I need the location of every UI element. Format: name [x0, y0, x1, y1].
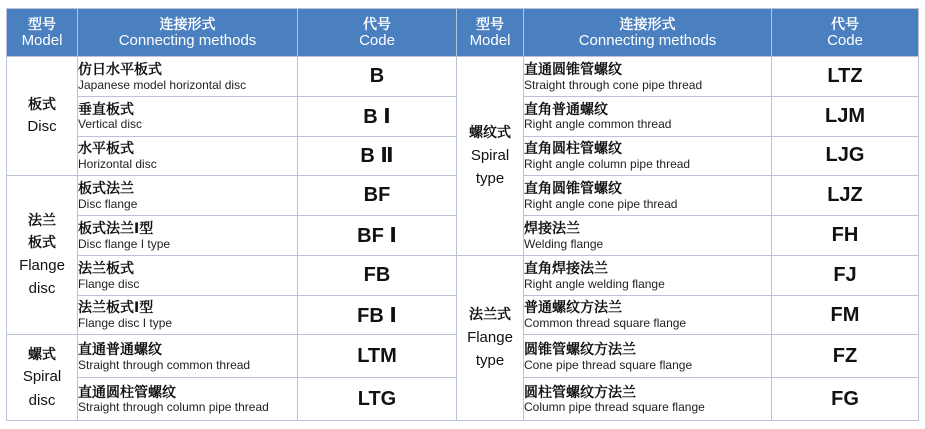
code-cell: LJZ: [772, 176, 919, 216]
method-cell: 焊接法兰 Welding flange: [524, 216, 772, 256]
code-cell: FH: [772, 216, 919, 256]
code-cell: LTM: [298, 335, 457, 378]
method-cell: 普通螺纹方法兰 Common thread square flange: [524, 295, 772, 335]
method-cell: 直角圆柱管螺纹 Right angle column pipe thread: [524, 136, 772, 176]
code-cell: B Ⅱ: [298, 136, 457, 176]
code-cell: LJM: [772, 96, 919, 136]
method-cell: 直角普通螺纹 Right angle common thread: [524, 96, 772, 136]
code-cell: BF: [298, 176, 457, 216]
table-row: [7, 57, 919, 97]
method-cell: 垂直板式 Vertical disc: [78, 96, 298, 136]
model-group-spiral-disc: 螺式 Spiral disc: [7, 335, 78, 421]
code-cell: BF Ⅰ: [298, 216, 457, 256]
method-cell: 法兰板式 Flange disc: [78, 255, 298, 295]
method-cell: 水平板式 Horizontal disc: [78, 136, 298, 176]
method-cell: 圆锥管螺纹方法兰 Cone pipe thread square flange: [524, 335, 772, 378]
header-method-left: 连接形式 Connecting methods: [78, 9, 298, 57]
header-model-left: 型号 Model: [7, 9, 78, 57]
code-cell: B: [298, 57, 457, 97]
table-row: [7, 255, 919, 295]
code-cell: FB Ⅰ: [298, 295, 457, 335]
method-cell: 直通普通螺纹 Straight through common thread: [78, 335, 298, 378]
code-cell: LJG: [772, 136, 919, 176]
method-cell: 板式法兰 Disc flange: [78, 176, 298, 216]
method-cell: 直角焊接法兰 Right angle welding flange: [524, 255, 772, 295]
model-group-flange-type: 法兰式 Flange type: [457, 255, 524, 420]
code-cell: FJ: [772, 255, 919, 295]
header-code-right: 代号 Code: [772, 9, 919, 57]
model-group-flange-disc: 法兰 板式 Flange disc: [7, 176, 78, 335]
method-cell: 圆柱管螺纹方法兰 Column pipe thread square flange: [524, 378, 772, 421]
code-cell: B Ⅰ: [298, 96, 457, 136]
model-group-spiral-type: 螺纹式 Spiral type: [457, 57, 524, 256]
header-code-left: 代号 Code: [298, 9, 457, 57]
code-cell: FB: [298, 255, 457, 295]
connection-spec-table: [6, 8, 919, 421]
model-group-disc: 板式 Disc: [7, 57, 78, 176]
method-cell: 法兰板式Ⅰ型 Flange disc I type: [78, 295, 298, 335]
method-cell: 直角圆锥管螺纹 Right angle cone pipe thread: [524, 176, 772, 216]
method-cell: 直通圆锥管螺纹 Straight through cone pipe thread: [524, 57, 772, 97]
code-cell: LTZ: [772, 57, 919, 97]
header-method-right: 连接形式 Connecting methods: [524, 9, 772, 57]
method-cell: 直通圆柱管螺纹 Straight through column pipe thread: [78, 378, 298, 421]
method-cell: 板式法兰Ⅰ型 Disc flange I type: [78, 216, 298, 256]
table-header-row: [7, 9, 919, 57]
code-cell: FZ: [772, 335, 919, 378]
code-cell: LTG: [298, 378, 457, 421]
code-cell: FG: [772, 378, 919, 421]
code-cell: FM: [772, 295, 919, 335]
method-cell: 仿日水平板式 Japanese model horizontal disc: [78, 57, 298, 97]
header-model-right: 型号 Model: [457, 9, 524, 57]
